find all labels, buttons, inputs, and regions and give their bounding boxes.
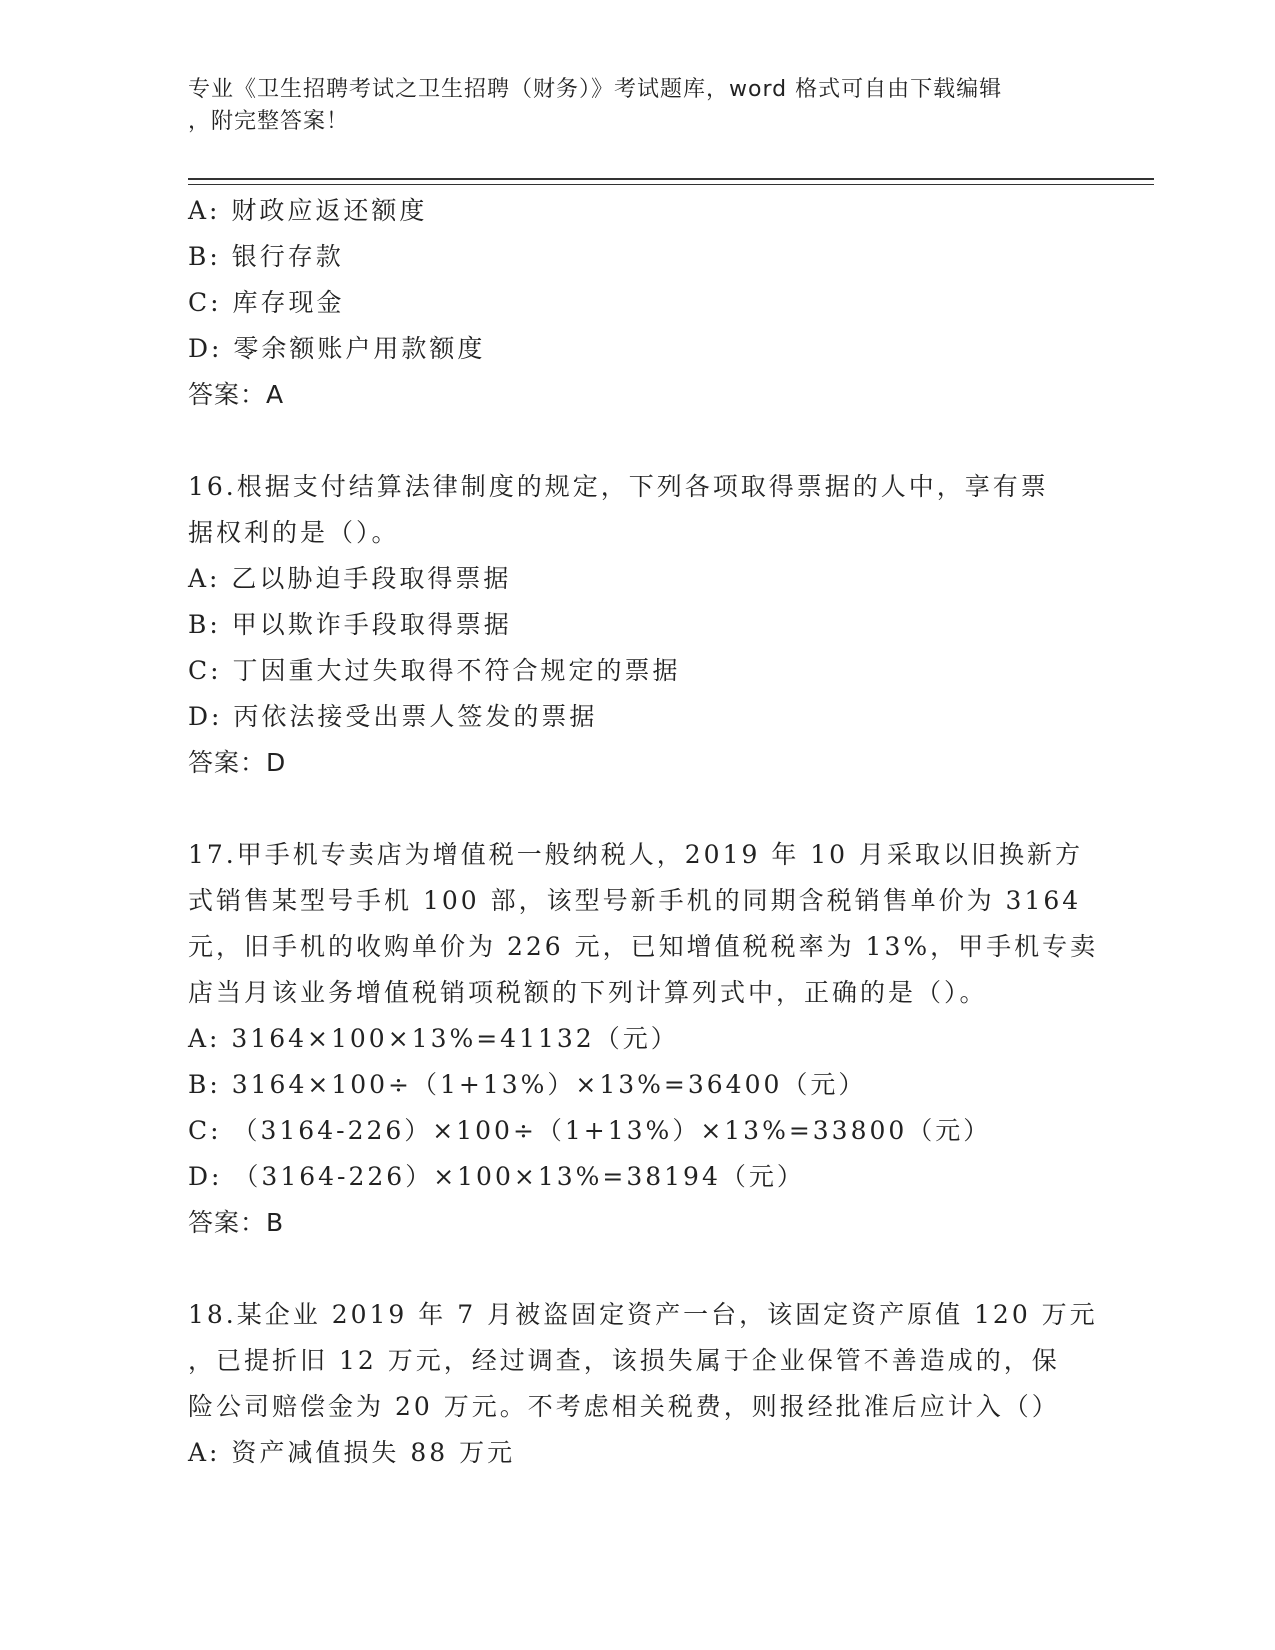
option-b: B: 银行存款 xyxy=(188,242,344,271)
option-d: D: 零余额账户用款额度 xyxy=(188,334,486,363)
option-d: D: 丙依法接受出票人签发的票据 xyxy=(188,702,598,731)
document-header xyxy=(188,74,1088,138)
header-rule-thin xyxy=(188,184,1154,185)
option-b: B: 3164×100÷（1+13%）×13%=36400（元） xyxy=(188,1070,867,1099)
question-stem-line: ，已提折旧 12 万元，经过调查，该损失属于企业保管不善造成的，保 xyxy=(188,1346,1060,1375)
question-stem-line: 式销售某型号手机 100 部，该型号新手机的同期含税销售单价为 3164 xyxy=(188,886,1082,915)
question-content xyxy=(188,188,1099,1476)
option-c: C: （3164-226）×100÷（1+13%）×13%=33800（元） xyxy=(188,1116,992,1145)
option-b: B: 甲以欺诈手段取得票据 xyxy=(188,610,512,639)
option-c: C: 库存现金 xyxy=(188,288,345,317)
question-stem-line: 元，旧手机的收购单价为 226 元，已知增值税税率为 13%，甲手机专卖 xyxy=(188,932,1099,961)
answer: 答案：A xyxy=(188,380,285,409)
header-line-2: ，附完整答案！ xyxy=(188,109,350,134)
question-stem-line: 16.根据支付结算法律制度的规定，下列各项取得票据的人中，享有票 xyxy=(188,472,1049,501)
question-16 xyxy=(188,464,1088,786)
question-17 xyxy=(188,832,1099,1246)
answer: 答案：D xyxy=(188,748,287,777)
question-stem-line: 店当月该业务增值税销项税额的下列计算列式中，正确的是（）。 xyxy=(188,978,988,1007)
header-rule-thick xyxy=(188,178,1154,180)
option-d: D: （3164-226）×100×13%=38194（元） xyxy=(188,1162,805,1191)
option-a: A: 乙以胁迫手段取得票据 xyxy=(188,564,512,593)
option-a: A: 3164×100×13%=41132（元） xyxy=(188,1024,679,1053)
option-a: A: 财政应返还额度 xyxy=(188,196,428,225)
option-c: C: 丁因重大过失取得不符合规定的票据 xyxy=(188,656,681,685)
question-stem-line: 17.甲手机专卖店为增值税一般纳税人，2019 年 10 月采取以旧换新方 xyxy=(188,840,1084,869)
question-stem-line: 18.某企业 2019 年 7 月被盗固定资产一台，该固定资产原值 120 万元 xyxy=(188,1300,1098,1329)
question-stem-line: 险公司赔偿金为 20 万元。不考虑相关税费，则报经批准后应计入（） xyxy=(188,1392,1060,1421)
question-15 xyxy=(188,188,1088,418)
answer: 答案：B xyxy=(188,1208,285,1237)
question-18 xyxy=(188,1292,1098,1476)
question-stem-line: 据权利的是（）。 xyxy=(188,518,400,547)
header-line-1: 专业《卫生招聘考试之卫生招聘（财务）》考试题库，word 格式可自由下载编辑 xyxy=(188,77,1003,102)
option-a: A: 资产减值损失 88 万元 xyxy=(188,1438,516,1467)
